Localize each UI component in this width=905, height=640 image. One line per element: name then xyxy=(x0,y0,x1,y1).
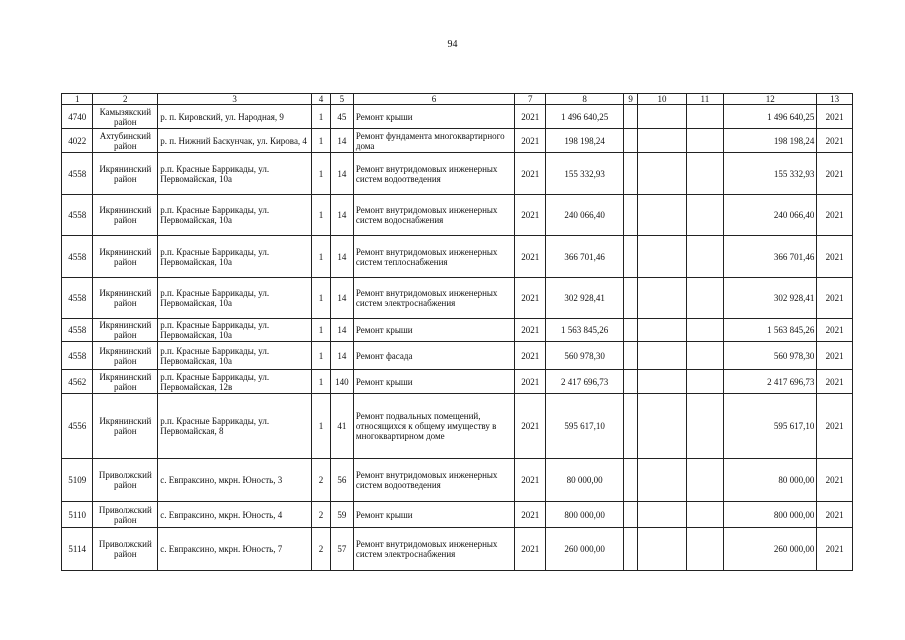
row-id-cell: 4558 xyxy=(62,153,93,195)
repair-schedule-table xyxy=(61,93,853,571)
col5-cell: 14 xyxy=(330,342,353,370)
table-row xyxy=(62,105,853,129)
col11-cell xyxy=(686,319,724,342)
col10-cell xyxy=(638,370,686,394)
table-row xyxy=(62,370,853,394)
row-id-cell: 4558 xyxy=(62,195,93,236)
amount-cell: 155 332,93 xyxy=(724,153,817,195)
cost-cell: 366 701,46 xyxy=(546,236,623,278)
cost-cell: 80 000,00 xyxy=(546,459,623,502)
amount-cell: 366 701,46 xyxy=(724,236,817,278)
end-year-cell: 2021 xyxy=(817,528,853,571)
amount-cell: 1 496 640,25 xyxy=(724,105,817,129)
cost-cell: 2 417 696,73 xyxy=(546,370,623,394)
year-cell: 2021 xyxy=(515,105,546,129)
col9-cell xyxy=(623,236,638,278)
col9-cell xyxy=(623,129,638,153)
cost-cell: 155 332,93 xyxy=(546,153,623,195)
end-year-cell: 2021 xyxy=(817,394,853,459)
row-id-cell: 4562 xyxy=(62,370,93,394)
amount-cell: 240 066,40 xyxy=(724,195,817,236)
cost-cell: 1 563 845,26 xyxy=(546,319,623,342)
col9-cell xyxy=(623,528,638,571)
year-cell: 2021 xyxy=(515,528,546,571)
work-type-cell: Ремонт фасада xyxy=(353,342,514,370)
address-cell: р. п. Кировский, ул. Народная, 9 xyxy=(158,105,312,129)
col10-cell xyxy=(638,394,686,459)
amount-cell: 80 000,00 xyxy=(724,459,817,502)
col11-cell xyxy=(686,342,724,370)
table-row xyxy=(62,129,853,153)
work-type-cell: Ремонт крыши xyxy=(353,370,514,394)
col11-cell xyxy=(686,394,724,459)
table-row xyxy=(62,342,853,370)
work-type-cell: Ремонт фундамента многоквартирного дома xyxy=(353,129,514,153)
address-cell: р. п. Нижний Баскунчак, ул. Кирова, 4 xyxy=(158,129,312,153)
work-type-cell: Ремонт крыши xyxy=(353,502,514,528)
col11-cell xyxy=(686,236,724,278)
year-cell: 2021 xyxy=(515,394,546,459)
district-cell: Икрянинский район xyxy=(93,370,158,394)
address-cell: р.п. Красные Баррикады, ул. Первомайская, 12в xyxy=(158,370,312,394)
cost-cell: 595 617,10 xyxy=(546,394,623,459)
col4-cell: 2 xyxy=(312,502,331,528)
col5-cell: 59 xyxy=(330,502,353,528)
cost-cell: 560 978,30 xyxy=(546,342,623,370)
col10-cell xyxy=(638,105,686,129)
col4-cell: 1 xyxy=(312,370,331,394)
year-cell: 2021 xyxy=(515,236,546,278)
work-type-cell: Ремонт внутридомовых инженерных систем электроснабжения xyxy=(353,278,514,319)
col4-cell: 1 xyxy=(312,278,331,319)
district-cell: Икрянинский район xyxy=(93,195,158,236)
district-cell: Приволжский район xyxy=(93,459,158,502)
column-header-3: 3 xyxy=(158,94,312,105)
col11-cell xyxy=(686,278,724,319)
cost-cell: 240 066,40 xyxy=(546,195,623,236)
work-type-cell: Ремонт внутридомовых инженерных систем водоснабжения xyxy=(353,195,514,236)
col5-cell: 45 xyxy=(330,105,353,129)
amount-cell: 302 928,41 xyxy=(724,278,817,319)
column-header-4: 4 xyxy=(312,94,331,105)
address-cell: с. Евпраксино, мкрн. Юность, 3 xyxy=(158,459,312,502)
col10-cell xyxy=(638,342,686,370)
table-row xyxy=(62,278,853,319)
row-id-cell: 4558 xyxy=(62,236,93,278)
district-cell: Икрянинский район xyxy=(93,342,158,370)
table-row xyxy=(62,153,853,195)
col11-cell xyxy=(686,528,724,571)
address-cell: р.п. Красные Баррикады, ул. Первомайская, 10а xyxy=(158,342,312,370)
address-cell: р.п. Красные Баррикады, ул. Первомайская, 10а xyxy=(158,236,312,278)
work-type-cell: Ремонт крыши xyxy=(353,105,514,129)
column-header-2: 2 xyxy=(93,94,158,105)
col4-cell: 1 xyxy=(312,153,331,195)
col9-cell xyxy=(623,342,638,370)
col10-cell xyxy=(638,459,686,502)
cost-cell: 302 928,41 xyxy=(546,278,623,319)
row-id-cell: 5109 xyxy=(62,459,93,502)
col11-cell xyxy=(686,129,724,153)
year-cell: 2021 xyxy=(515,195,546,236)
col4-cell: 1 xyxy=(312,105,331,129)
amount-cell: 800 000,00 xyxy=(724,502,817,528)
col5-cell: 14 xyxy=(330,195,353,236)
col9-cell xyxy=(623,319,638,342)
col9-cell xyxy=(623,502,638,528)
row-id-cell: 4022 xyxy=(62,129,93,153)
table-row xyxy=(62,502,853,528)
district-cell: Икрянинский район xyxy=(93,278,158,319)
address-cell: р.п. Красные Баррикады, ул. Первомайская, 10а xyxy=(158,153,312,195)
end-year-cell: 2021 xyxy=(817,153,853,195)
end-year-cell: 2021 xyxy=(817,342,853,370)
col9-cell xyxy=(623,195,638,236)
amount-cell: 560 978,30 xyxy=(724,342,817,370)
work-type-cell: Ремонт крыши xyxy=(353,319,514,342)
column-header-1: 1 xyxy=(62,94,93,105)
col4-cell: 1 xyxy=(312,129,331,153)
year-cell: 2021 xyxy=(515,502,546,528)
column-number-header-row xyxy=(62,94,853,105)
column-header-6: 6 xyxy=(353,94,514,105)
table-row xyxy=(62,195,853,236)
cost-cell: 198 198,24 xyxy=(546,129,623,153)
col9-cell xyxy=(623,153,638,195)
table-row xyxy=(62,236,853,278)
end-year-cell: 2021 xyxy=(817,129,853,153)
col10-cell xyxy=(638,528,686,571)
col5-cell: 14 xyxy=(330,319,353,342)
end-year-cell: 2021 xyxy=(817,195,853,236)
col11-cell xyxy=(686,459,724,502)
amount-cell: 260 000,00 xyxy=(724,528,817,571)
work-type-cell: Ремонт внутридомовых инженерных систем электроснабжения xyxy=(353,528,514,571)
end-year-cell: 2021 xyxy=(817,319,853,342)
col9-cell xyxy=(623,459,638,502)
col10-cell xyxy=(638,319,686,342)
row-id-cell: 4558 xyxy=(62,319,93,342)
amount-cell: 1 563 845,26 xyxy=(724,319,817,342)
col5-cell: 14 xyxy=(330,153,353,195)
row-id-cell: 4558 xyxy=(62,278,93,319)
col9-cell xyxy=(623,370,638,394)
col10-cell xyxy=(638,236,686,278)
col9-cell xyxy=(623,105,638,129)
col11-cell xyxy=(686,502,724,528)
district-cell: Камызякский район xyxy=(93,105,158,129)
cost-cell: 1 496 640,25 xyxy=(546,105,623,129)
row-id-cell: 5114 xyxy=(62,528,93,571)
table-row xyxy=(62,319,853,342)
district-cell: Икрянинский район xyxy=(93,236,158,278)
col5-cell: 14 xyxy=(330,236,353,278)
col11-cell xyxy=(686,370,724,394)
col4-cell: 2 xyxy=(312,459,331,502)
column-header-5: 5 xyxy=(330,94,353,105)
col4-cell: 1 xyxy=(312,394,331,459)
col10-cell xyxy=(638,153,686,195)
page-number: 94 xyxy=(447,39,458,50)
district-cell: Икрянинский район xyxy=(93,394,158,459)
col5-cell: 140 xyxy=(330,370,353,394)
amount-cell: 198 198,24 xyxy=(724,129,817,153)
col11-cell xyxy=(686,195,724,236)
address-cell: с. Евпраксино, мкрн. Юность, 7 xyxy=(158,528,312,571)
year-cell: 2021 xyxy=(515,370,546,394)
address-cell: р.п. Красные Баррикады, ул. Первомайская, 10а xyxy=(158,195,312,236)
address-cell: р.п. Красные Баррикады, ул. Первомайская, 8 xyxy=(158,394,312,459)
end-year-cell: 2021 xyxy=(817,459,853,502)
column-header-12: 12 xyxy=(724,94,817,105)
table-row xyxy=(62,394,853,459)
column-header-7: 7 xyxy=(515,94,546,105)
col11-cell xyxy=(686,105,724,129)
row-id-cell: 5110 xyxy=(62,502,93,528)
col4-cell: 1 xyxy=(312,236,331,278)
column-header-9: 9 xyxy=(623,94,638,105)
col10-cell xyxy=(638,278,686,319)
col10-cell xyxy=(638,129,686,153)
column-header-11: 11 xyxy=(686,94,724,105)
row-id-cell: 4740 xyxy=(62,105,93,129)
col5-cell: 57 xyxy=(330,528,353,571)
amount-cell: 595 617,10 xyxy=(724,394,817,459)
district-cell: Ахтубинский район xyxy=(93,129,158,153)
cost-cell: 800 000,00 xyxy=(546,502,623,528)
year-cell: 2021 xyxy=(515,129,546,153)
work-type-cell: Ремонт подвальных помещений, относящихся к общему имуществу в многоквартирном доме xyxy=(353,394,514,459)
col4-cell: 1 xyxy=(312,342,331,370)
col10-cell xyxy=(638,195,686,236)
district-cell: Икрянинский район xyxy=(93,319,158,342)
work-type-cell: Ремонт внутридомовых инженерных систем водоотведения xyxy=(353,153,514,195)
table-row xyxy=(62,528,853,571)
column-header-13: 13 xyxy=(817,94,853,105)
address-cell: р.п. Красные Баррикады, ул. Первомайская, 10а xyxy=(158,319,312,342)
column-header-10: 10 xyxy=(638,94,686,105)
col11-cell xyxy=(686,153,724,195)
year-cell: 2021 xyxy=(515,342,546,370)
year-cell: 2021 xyxy=(515,459,546,502)
end-year-cell: 2021 xyxy=(817,370,853,394)
address-cell: с. Евпраксино, мкрн. Юность, 4 xyxy=(158,502,312,528)
end-year-cell: 2021 xyxy=(817,105,853,129)
amount-cell: 2 417 696,73 xyxy=(724,370,817,394)
col10-cell xyxy=(638,502,686,528)
col5-cell: 14 xyxy=(330,278,353,319)
work-type-cell: Ремонт внутридомовых инженерных систем теплоснабжения xyxy=(353,236,514,278)
year-cell: 2021 xyxy=(515,278,546,319)
col9-cell xyxy=(623,278,638,319)
year-cell: 2021 xyxy=(515,319,546,342)
work-type-cell: Ремонт внутридомовых инженерных систем водоотведения xyxy=(353,459,514,502)
address-cell: р.п. Красные Баррикады, ул. Первомайская, 10а xyxy=(158,278,312,319)
col4-cell: 2 xyxy=(312,528,331,571)
year-cell: 2021 xyxy=(515,153,546,195)
col4-cell: 1 xyxy=(312,195,331,236)
column-header-8: 8 xyxy=(546,94,623,105)
table-row xyxy=(62,459,853,502)
row-id-cell: 4558 xyxy=(62,342,93,370)
col5-cell: 41 xyxy=(330,394,353,459)
table-body xyxy=(62,105,853,571)
col5-cell: 14 xyxy=(330,129,353,153)
end-year-cell: 2021 xyxy=(817,502,853,528)
row-id-cell: 4556 xyxy=(62,394,93,459)
col9-cell xyxy=(623,394,638,459)
col5-cell: 56 xyxy=(330,459,353,502)
end-year-cell: 2021 xyxy=(817,278,853,319)
district-cell: Приволжский район xyxy=(93,528,158,571)
col4-cell: 1 xyxy=(312,319,331,342)
end-year-cell: 2021 xyxy=(817,236,853,278)
district-cell: Приволжский район xyxy=(93,502,158,528)
district-cell: Икрянинский район xyxy=(93,153,158,195)
cost-cell: 260 000,00 xyxy=(546,528,623,571)
